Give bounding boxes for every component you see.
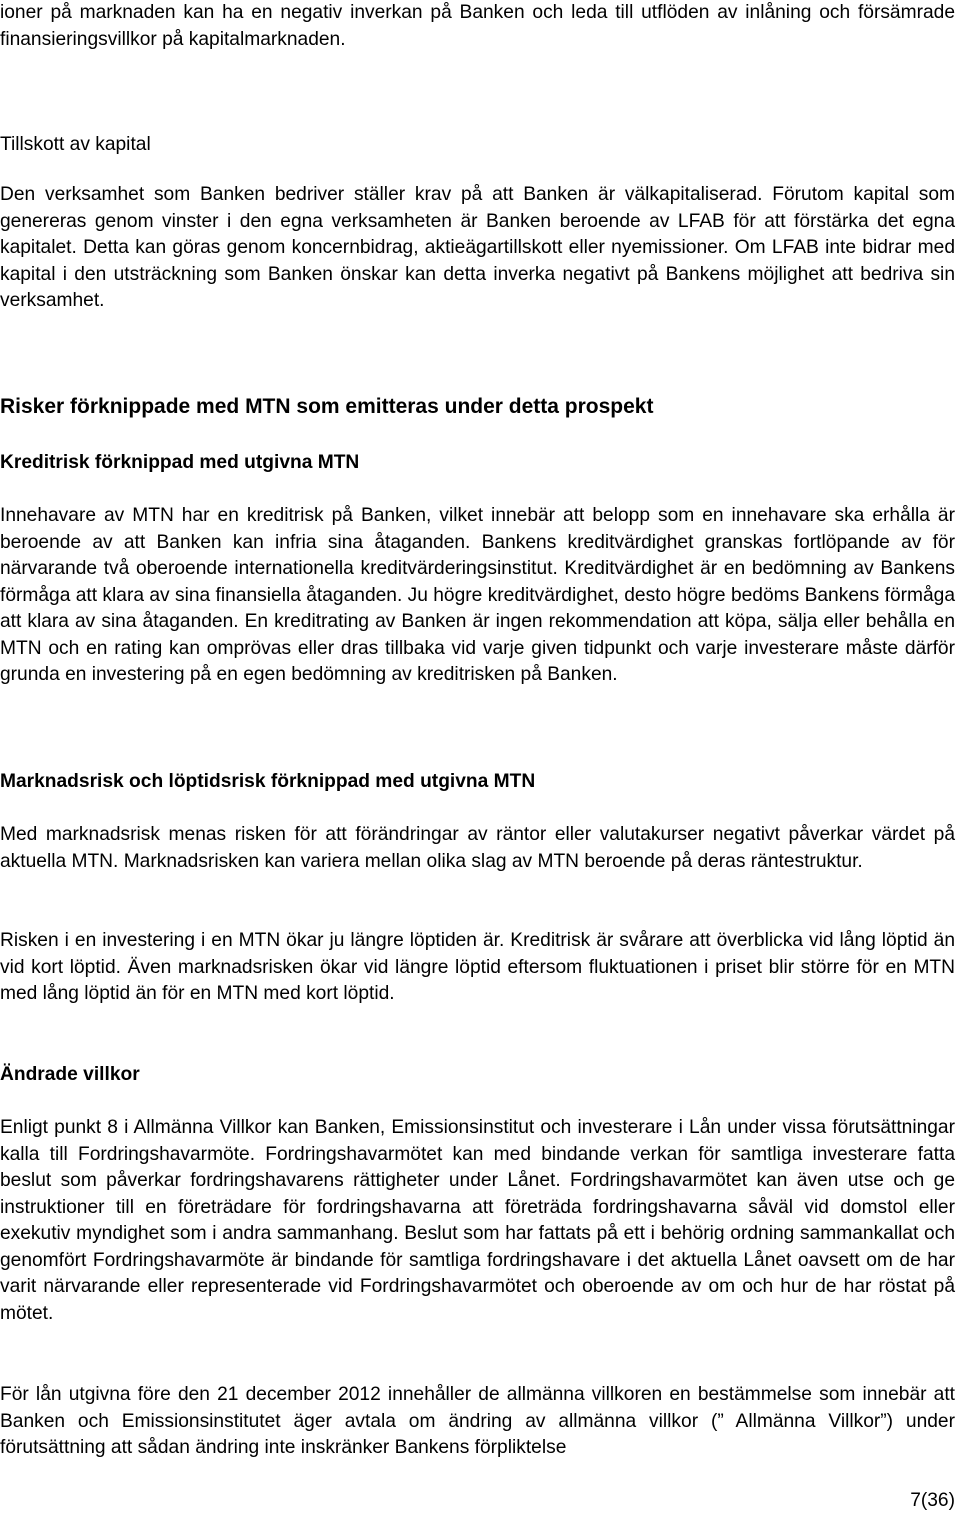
heading-kreditrisk: Kreditrisk förknippad med utgivna MTN bbox=[0, 452, 360, 473]
heading-marknadsrisk: Marknadsrisk och löptidsrisk förknippad med utgivna MTN bbox=[0, 771, 536, 792]
paragraph-kreditrisk: Innehavare av MTN har en kreditrisk på Banken, vilket innebär att belopp som en innehavare ska erhålla är beroende av att Banken kan infria sina åtaganden. Bankens kreditvärdighet granskas fortlöpande av för närvarande två oberoende internationella kreditvärderingsinstitut. Kreditvärdighet är en bedömning av Bankens förmåga att klara av sina finansiella åtaganden. Ju högre kreditvärdighet, desto högre bedöms Bankens förmåga att klara av sina åtaganden. En kreditrating av Banken är ingen rekommendation att köpa, sälja eller behålla en MTN och en rating kan omprövas eller dras tillbaka vid varje given tidpunkt och varje investerare måste därför grunda en investering på en egen bedömning av kreditrisken på Banken. bbox=[0, 505, 955, 685]
paragraph-andrade-villkor-1: Enligt punkt 8 i Allmänna Villkor kan Banken, Emissionsinstitut och investerare i Lån under vissa förutsättningar kalla till Fordringshavarmöte. Fordringshavarmötet kan med bindande verkan för samtliga investerare fatta beslut som påverkar fordringshavarens rättigheter under Lånet. Fordringshavarmötet kan även utse och ge instruktioner till en företrädare för fordringshavarna att företräda fordringshavarna såväl vid domstol eller exekutiv myndighet som i andra sammanhang. Beslut som har fattats på ett i behörig ordning sammankallat och genomfört Fordringshavarmöte är bindande för samtliga fordringshavare i det aktuella Lånet oavsett om de har varit närvarande eller representerade vid Fordringshavarmötet och oberoende av om och hur de har röstat på mötet. bbox=[0, 1117, 955, 1324]
paragraph-marknadsrisk-2: Risken i en investering i en MTN ökar ju längre löptiden är. Kreditrisk är svårare att överblicka vid lång löptid än vid kort löptid. Även marknadsrisken ökar vid längre löptid eftersom fluktuationen i priset blir större för en MTN med lång löptid än för en MTN med kort löptid. bbox=[0, 930, 955, 1004]
paragraph-marknadsrisk-1: Med marknadsrisk menas risken för att förändringar av räntor eller valutakurser negativt påverkar värdet på aktuella MTN. Marknadsrisken kan variera mellan olika slag av MTN beroende på deras räntestruktur. bbox=[0, 824, 955, 872]
heading-risker-mtn: Risker förknippade med MTN som emitteras under detta prospekt bbox=[0, 395, 654, 418]
page-number: 7(36) bbox=[910, 1490, 955, 1511]
heading-andrade-villkor: Ändrade villkor bbox=[0, 1064, 140, 1085]
paragraph-andrade-villkor-2: För lån utgivna före den 21 december 2012 innehåller de allmänna villkoren en bestämmelse som innebär att Banken och Emissionsinstitutet äger avtala om ändring av allmänna villkor (” Allmänna Villkor”) under förutsättning att sådan ändring inte inskränker Bankens förpliktelse bbox=[0, 1384, 955, 1458]
intro-paragraph: ioner på marknaden kan ha en negativ inverkan på Banken och leda till utflöden av inlåning och försämrade finansieringsvillkor på kapitalmarknaden. bbox=[0, 2, 955, 50]
heading-tillskott-av-kapital: Tillskott av kapital bbox=[0, 134, 151, 155]
paragraph-tillskott-av-kapital: Den verksamhet som Banken bedriver ställer krav på att Banken är välkapitaliserad. Förutom kapital som genereras genom vinster i den egna verksamheten är Banken beroende av LFAB för att förstärka det egna kapitalet. Detta kan göras genom koncernbidrag, aktieägartillskott eller nyemissioner. Om LFAB inte bidrar med kapital i den utsträckning som Banken önskar kan detta inverka negativt på Bankens möjlighet att bedriva sin verksamhet. bbox=[0, 184, 955, 311]
